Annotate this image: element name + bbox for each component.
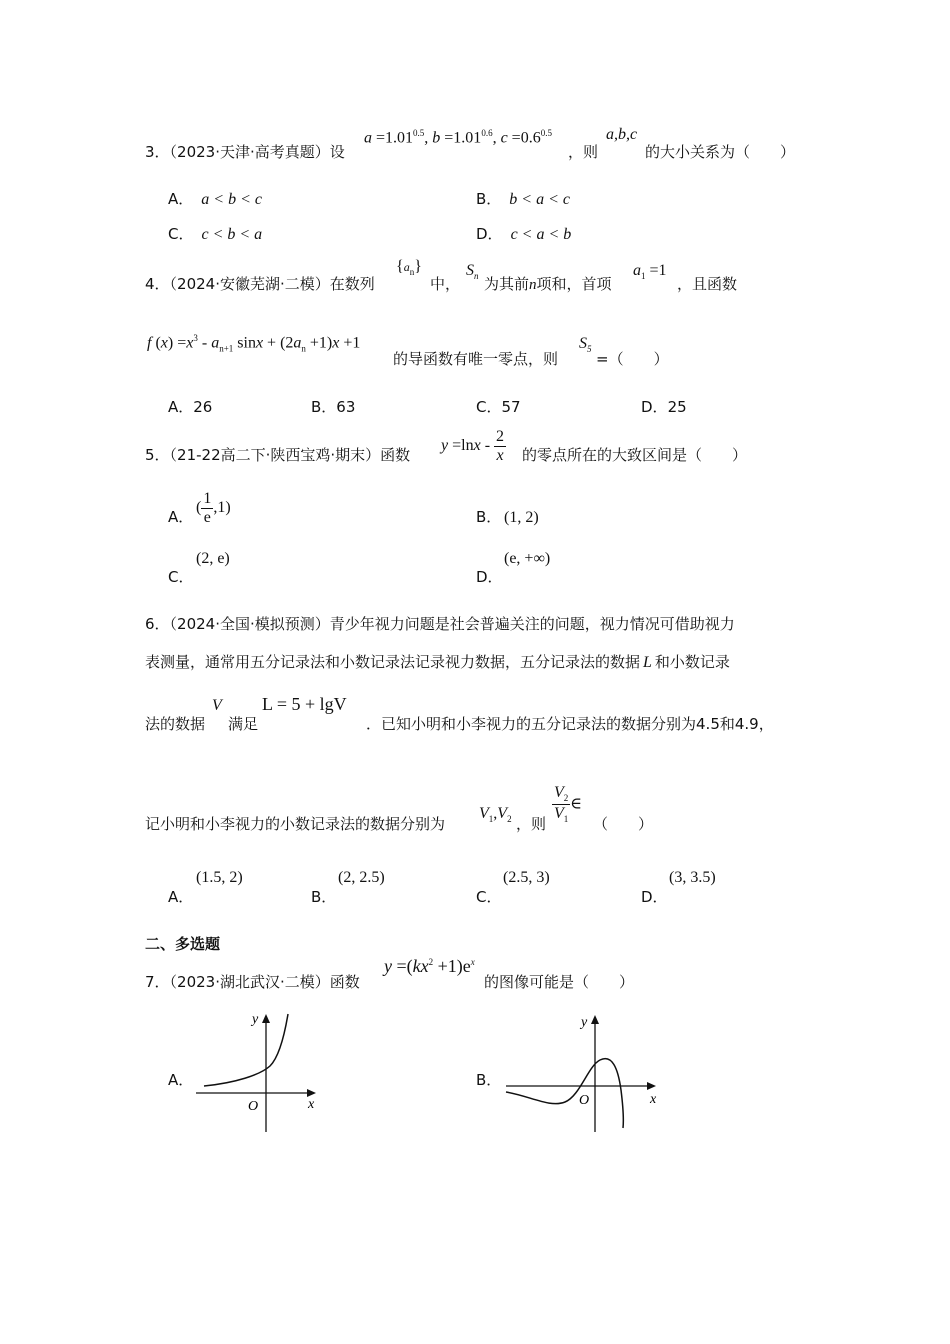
question-7-stem: 7．（2023·湖北武汉·二模）函数 xyxy=(145,973,360,991)
q4-s5: $S_5$ xyxy=(579,335,592,355)
q4-option-b[interactable]: B．63 xyxy=(311,398,356,416)
q6-option-d-label[interactable]: D． xyxy=(641,888,668,906)
axis-y-label: y xyxy=(252,1012,259,1027)
q3-option-c[interactable]: C． c < b < a xyxy=(168,225,263,243)
q4-sequence: $\{a_n\}$ xyxy=(396,258,422,278)
origin-label: O xyxy=(248,1099,259,1114)
q6-formula: L = 5 + lgV xyxy=(262,694,347,714)
q3-option-b[interactable]: B． b < a < c xyxy=(476,190,570,208)
q6-option-a[interactable]: (1.5, 2) xyxy=(196,869,243,886)
q5-option-c[interactable]: (2, e) xyxy=(196,550,230,567)
q7-option-a-label[interactable]: A． xyxy=(168,1071,194,1089)
question-source: （21-22高二下·陕西宝鸡·期末） xyxy=(169,446,381,464)
q5-option-b-label[interactable]: B． xyxy=(476,508,502,526)
q6-option-d[interactable]: (3, 3.5) xyxy=(669,869,716,886)
axis-x-label: x xyxy=(650,1092,657,1107)
question-number: 3． xyxy=(145,143,170,161)
q5-option-a-label[interactable]: A． xyxy=(168,508,194,526)
q7-graph-a[interactable] xyxy=(190,1008,330,1138)
q5-option-c-label[interactable]: C． xyxy=(168,568,194,586)
q6-option-c[interactable]: (2.5, 3) xyxy=(503,869,550,886)
q4-a1: $a_1 =1$ xyxy=(633,262,667,282)
q5-option-b[interactable]: (1, 2) xyxy=(504,509,539,526)
q5-option-a[interactable]: ( $\frac{1}{e}$ ,1) xyxy=(196,490,231,526)
q3-option-d[interactable]: D． c < a < b xyxy=(476,225,572,243)
question-number: 4． xyxy=(145,275,170,293)
q6-option-b-label[interactable]: B． xyxy=(311,888,337,906)
q3-formula: $a =1.01^{0.5}$, $b =1.01^{0.6}$, $c =0.6^{0.5}$ xyxy=(364,128,552,147)
question-number: 6． xyxy=(145,615,170,633)
question-3-stem: 3．（2023·天津·高考真题）设 xyxy=(145,143,345,161)
q7-graph-b[interactable] xyxy=(500,1008,670,1138)
axis-x-label: x xyxy=(308,1097,315,1112)
q3-option-a[interactable]: A． a < b < c xyxy=(168,190,262,208)
question-source: （2023·天津·高考真题） xyxy=(169,143,330,161)
question-source: （2024·全国·模拟预测） xyxy=(169,615,330,633)
question-4-stem: 4．（2024·安徽芜湖·二模）在数列 xyxy=(145,275,375,293)
question-source: （2023·湖北武汉·二模） xyxy=(169,973,330,991)
q6-option-b[interactable]: (2, 2.5) xyxy=(338,869,385,886)
q3-vars: a,b,c xyxy=(606,126,638,143)
q6-option-a-label[interactable]: A． xyxy=(168,888,194,906)
question-5-stem: 5．（21-22高二下·陕西宝鸡·期末）函数 xyxy=(145,446,411,464)
q4-option-c[interactable]: C．57 xyxy=(476,398,521,416)
axis-y-label: y xyxy=(581,1015,588,1030)
q4-option-a[interactable]: A．26 xyxy=(168,398,213,416)
q5-option-d-label[interactable]: D． xyxy=(476,568,503,586)
q6-option-c-label[interactable]: C． xyxy=(476,888,502,906)
question-6-stem: 6．（2024·全国·模拟预测）青少年视力问题是社会普遍关注的问题，视力情况可借助视力 xyxy=(145,615,735,633)
q5-option-d[interactable]: (e, +∞) xyxy=(504,550,551,567)
question-number: 5． xyxy=(145,446,170,464)
q4-function: f $(x) =x^3 - a_{n+1}$ $\sin x + (2a_n +1)x +1$ xyxy=(147,333,361,354)
q6-line-2: 表测量，通常用五分记录法和小数记录法记录视力数据，五分记录法的数据 L 和小数记录 xyxy=(145,653,730,671)
question-number: 7． xyxy=(145,973,170,991)
question-source: （2024·安徽芜湖·二模） xyxy=(169,275,330,293)
q4-option-d[interactable]: D．25 xyxy=(641,398,687,416)
section-title: 二、多选题 xyxy=(145,935,221,953)
origin-label: O xyxy=(579,1093,590,1108)
curve xyxy=(506,1059,623,1128)
q6-v1v2: $V_1,V_2$ xyxy=(479,805,512,825)
q5-formula: y =lnx - $\frac{2}{x}$ xyxy=(441,428,505,464)
q4-sn: $S_n$ xyxy=(466,262,479,282)
q6-var-v: V xyxy=(212,697,222,714)
curve xyxy=(204,1014,288,1086)
q7-option-b-label[interactable]: B． xyxy=(476,1071,502,1089)
q7-formula: $y =(kx^2 +1)e^x$ xyxy=(384,956,475,976)
q6-ratio: $\frac{V_2}{V_1}$ ∈ xyxy=(554,784,583,825)
